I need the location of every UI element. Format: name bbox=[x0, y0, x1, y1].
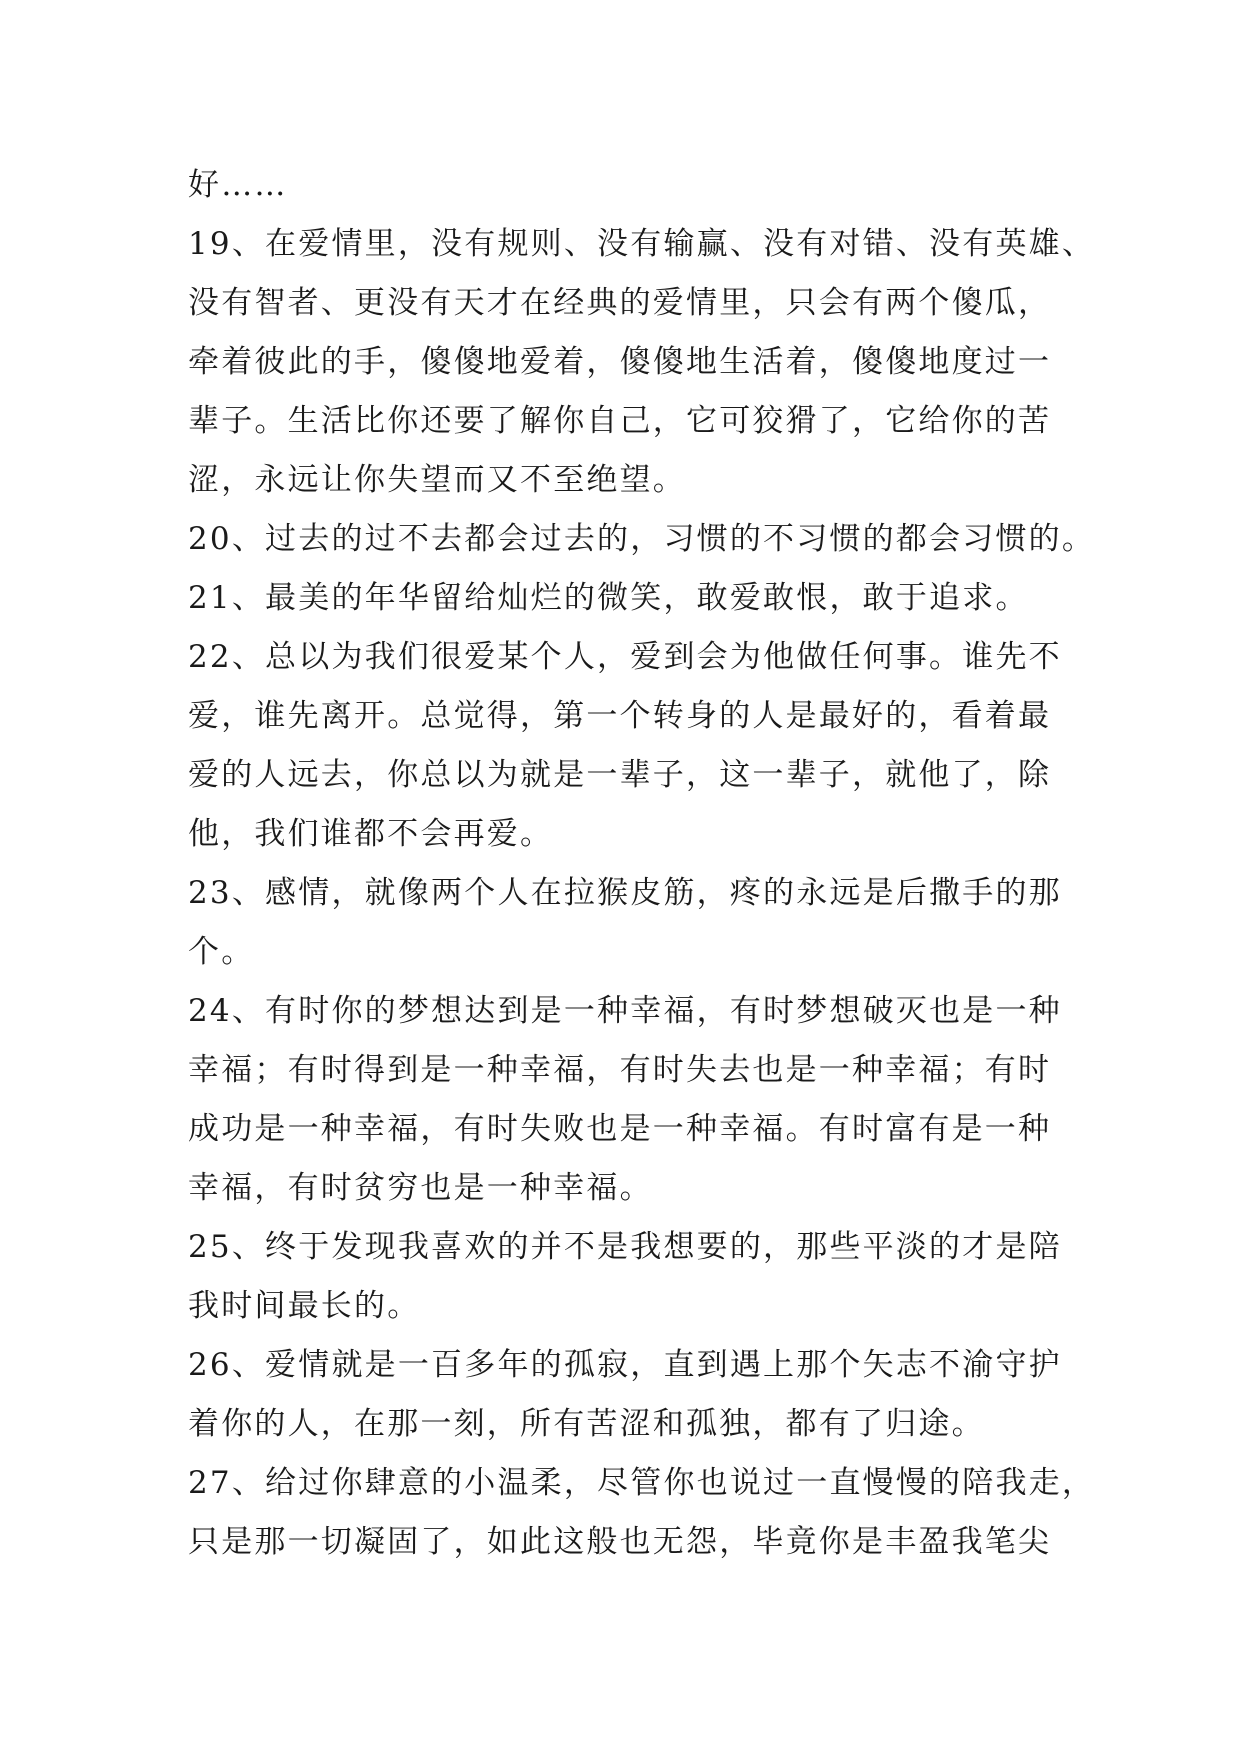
text-line: 27、给过你肆意的小温柔，尽管你也说过一直慢慢的陪我走， bbox=[188, 1465, 1096, 1501]
text-line: 好…… bbox=[188, 167, 288, 203]
text-line: 涩，永远让你失望而又不至绝望。 bbox=[188, 462, 686, 498]
text-line: 牵着彼此的手，傻傻地爱着，傻傻地生活着，傻傻地度过一 bbox=[188, 344, 1052, 380]
text-line: 辈子。生活比你还要了解你自己，它可狡猾了，它给你的苦 bbox=[188, 403, 1052, 439]
text-line: 我时间最长的。 bbox=[188, 1288, 421, 1324]
text-line: 幸福；有时得到是一种幸福，有时失去也是一种幸福；有时 bbox=[188, 1052, 1052, 1088]
text-line: 26、爱情就是一百多年的孤寂，直到遇上那个矢志不渝守护 bbox=[188, 1347, 1062, 1383]
text-line: 他，我们谁都不会再爱。 bbox=[188, 816, 554, 852]
text-line: 爱，谁先离开。总觉得，第一个转身的人是最好的，看着最 bbox=[188, 698, 1052, 734]
text-line: 着你的人，在那一刻，所有苦涩和孤独，都有了归途。 bbox=[188, 1406, 985, 1442]
text-line: 21、最美的年华留给灿烂的微笑，敢爱敢恨，敢于追求。 bbox=[188, 580, 1029, 616]
text-line: 20、过去的过不去都会过去的，习惯的不习惯的都会习惯的。 bbox=[188, 521, 1096, 557]
text-line: 25、终于发现我喜欢的并不是我想要的，那些平淡的才是陪 bbox=[188, 1229, 1062, 1265]
text-line: 23、感情，就像两个人在拉猴皮筋，疼的永远是后撒手的那 bbox=[188, 875, 1062, 911]
text-line: 幸福，有时贫穷也是一种幸福。 bbox=[188, 1170, 653, 1206]
body-text bbox=[188, 156, 1096, 1572]
text-line: 没有智者、更没有天才在经典的爱情里，只会有两个傻瓜， bbox=[188, 285, 1052, 321]
text-line: 个。 bbox=[188, 934, 255, 970]
text-line: 22、总以为我们很爱某个人，爱到会为他做任何事。谁先不 bbox=[188, 639, 1062, 675]
text-line: 只是那一切凝固了，如此这般也无怨，毕竟你是丰盈我笔尖 bbox=[188, 1524, 1052, 1560]
text-line: 成功是一种幸福，有时失败也是一种幸福。有时富有是一种 bbox=[188, 1111, 1052, 1147]
text-line: 24、有时你的梦想达到是一种幸福，有时梦想破灭也是一种 bbox=[188, 993, 1062, 1029]
text-line: 19、在爱情里，没有规则、没有输赢、没有对错、没有英雄、 bbox=[188, 226, 1096, 262]
text-line: 爱的人远去，你总以为就是一辈子，这一辈子，就他了，除 bbox=[188, 757, 1052, 793]
